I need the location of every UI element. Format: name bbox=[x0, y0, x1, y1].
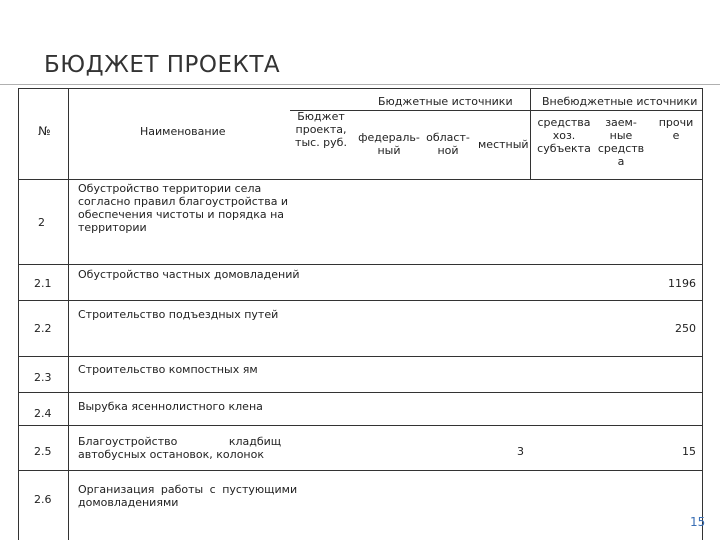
row-desc: Обустройство территории села согласно правил благоустройства и обеспечения чистоты и порядка на территории bbox=[78, 182, 289, 234]
row-divider bbox=[18, 356, 703, 357]
header-loan-funds: заем- ные средств а bbox=[597, 116, 645, 168]
row-desc: Организация работы с пустующими домовладениями bbox=[78, 483, 298, 509]
row-divider bbox=[18, 425, 703, 426]
header-econ-entity: средства хоз. субъекта bbox=[537, 116, 591, 155]
row-divider bbox=[18, 470, 703, 471]
header-budget-sources: Бюджетные источники bbox=[378, 95, 513, 108]
row-desc: Строительство компостных ям bbox=[78, 363, 258, 376]
row-num: 2.3 bbox=[34, 371, 52, 384]
row-desc: Обустройство частных домовладений bbox=[78, 268, 300, 281]
row-desc: Строительство подъездных путей bbox=[78, 308, 279, 321]
header-federal: федераль- ный bbox=[358, 131, 420, 157]
row-divider bbox=[18, 264, 703, 265]
table-top-border bbox=[18, 88, 703, 89]
header-bottom-border bbox=[18, 179, 703, 180]
page-title: БЮДЖЕТ ПРОЕКТА bbox=[44, 52, 281, 78]
row-num: 2 bbox=[38, 216, 45, 229]
row-other-value: 15 bbox=[682, 445, 696, 458]
header-budget: Бюджет проекта, тыс. руб. bbox=[295, 110, 347, 149]
row-desc: Благоустройство кладбищ автобусных остановок, колонок bbox=[78, 435, 282, 461]
row-other-value: 250 bbox=[675, 322, 696, 335]
row-num: 2.5 bbox=[34, 445, 52, 458]
table-left-border bbox=[18, 88, 19, 540]
header-name: Наименование bbox=[140, 125, 226, 138]
row-num: 2.6 bbox=[34, 493, 52, 506]
row-num: 2.1 bbox=[34, 277, 52, 290]
header-other: прочи е bbox=[658, 116, 694, 142]
row-divider bbox=[18, 392, 703, 393]
row-divider bbox=[18, 300, 703, 301]
row-desc: Вырубка ясеннолистного клена bbox=[78, 400, 263, 413]
page-number: 15 bbox=[690, 515, 706, 529]
header-local: местный bbox=[478, 138, 529, 151]
col-divider-budget bbox=[530, 88, 531, 180]
row-local-value: 3 bbox=[517, 445, 524, 458]
title-divider bbox=[0, 84, 720, 85]
header-regional: област- ной bbox=[426, 131, 470, 157]
row-other-value: 1196 bbox=[668, 277, 696, 290]
row-num: 2.2 bbox=[34, 322, 52, 335]
row-num: 2.4 bbox=[34, 407, 52, 420]
header-num: № bbox=[38, 124, 51, 138]
table-right-border bbox=[702, 88, 703, 540]
col-divider-name bbox=[68, 88, 69, 540]
header-offbudget-sources: Внебюджетные источники bbox=[542, 95, 698, 108]
